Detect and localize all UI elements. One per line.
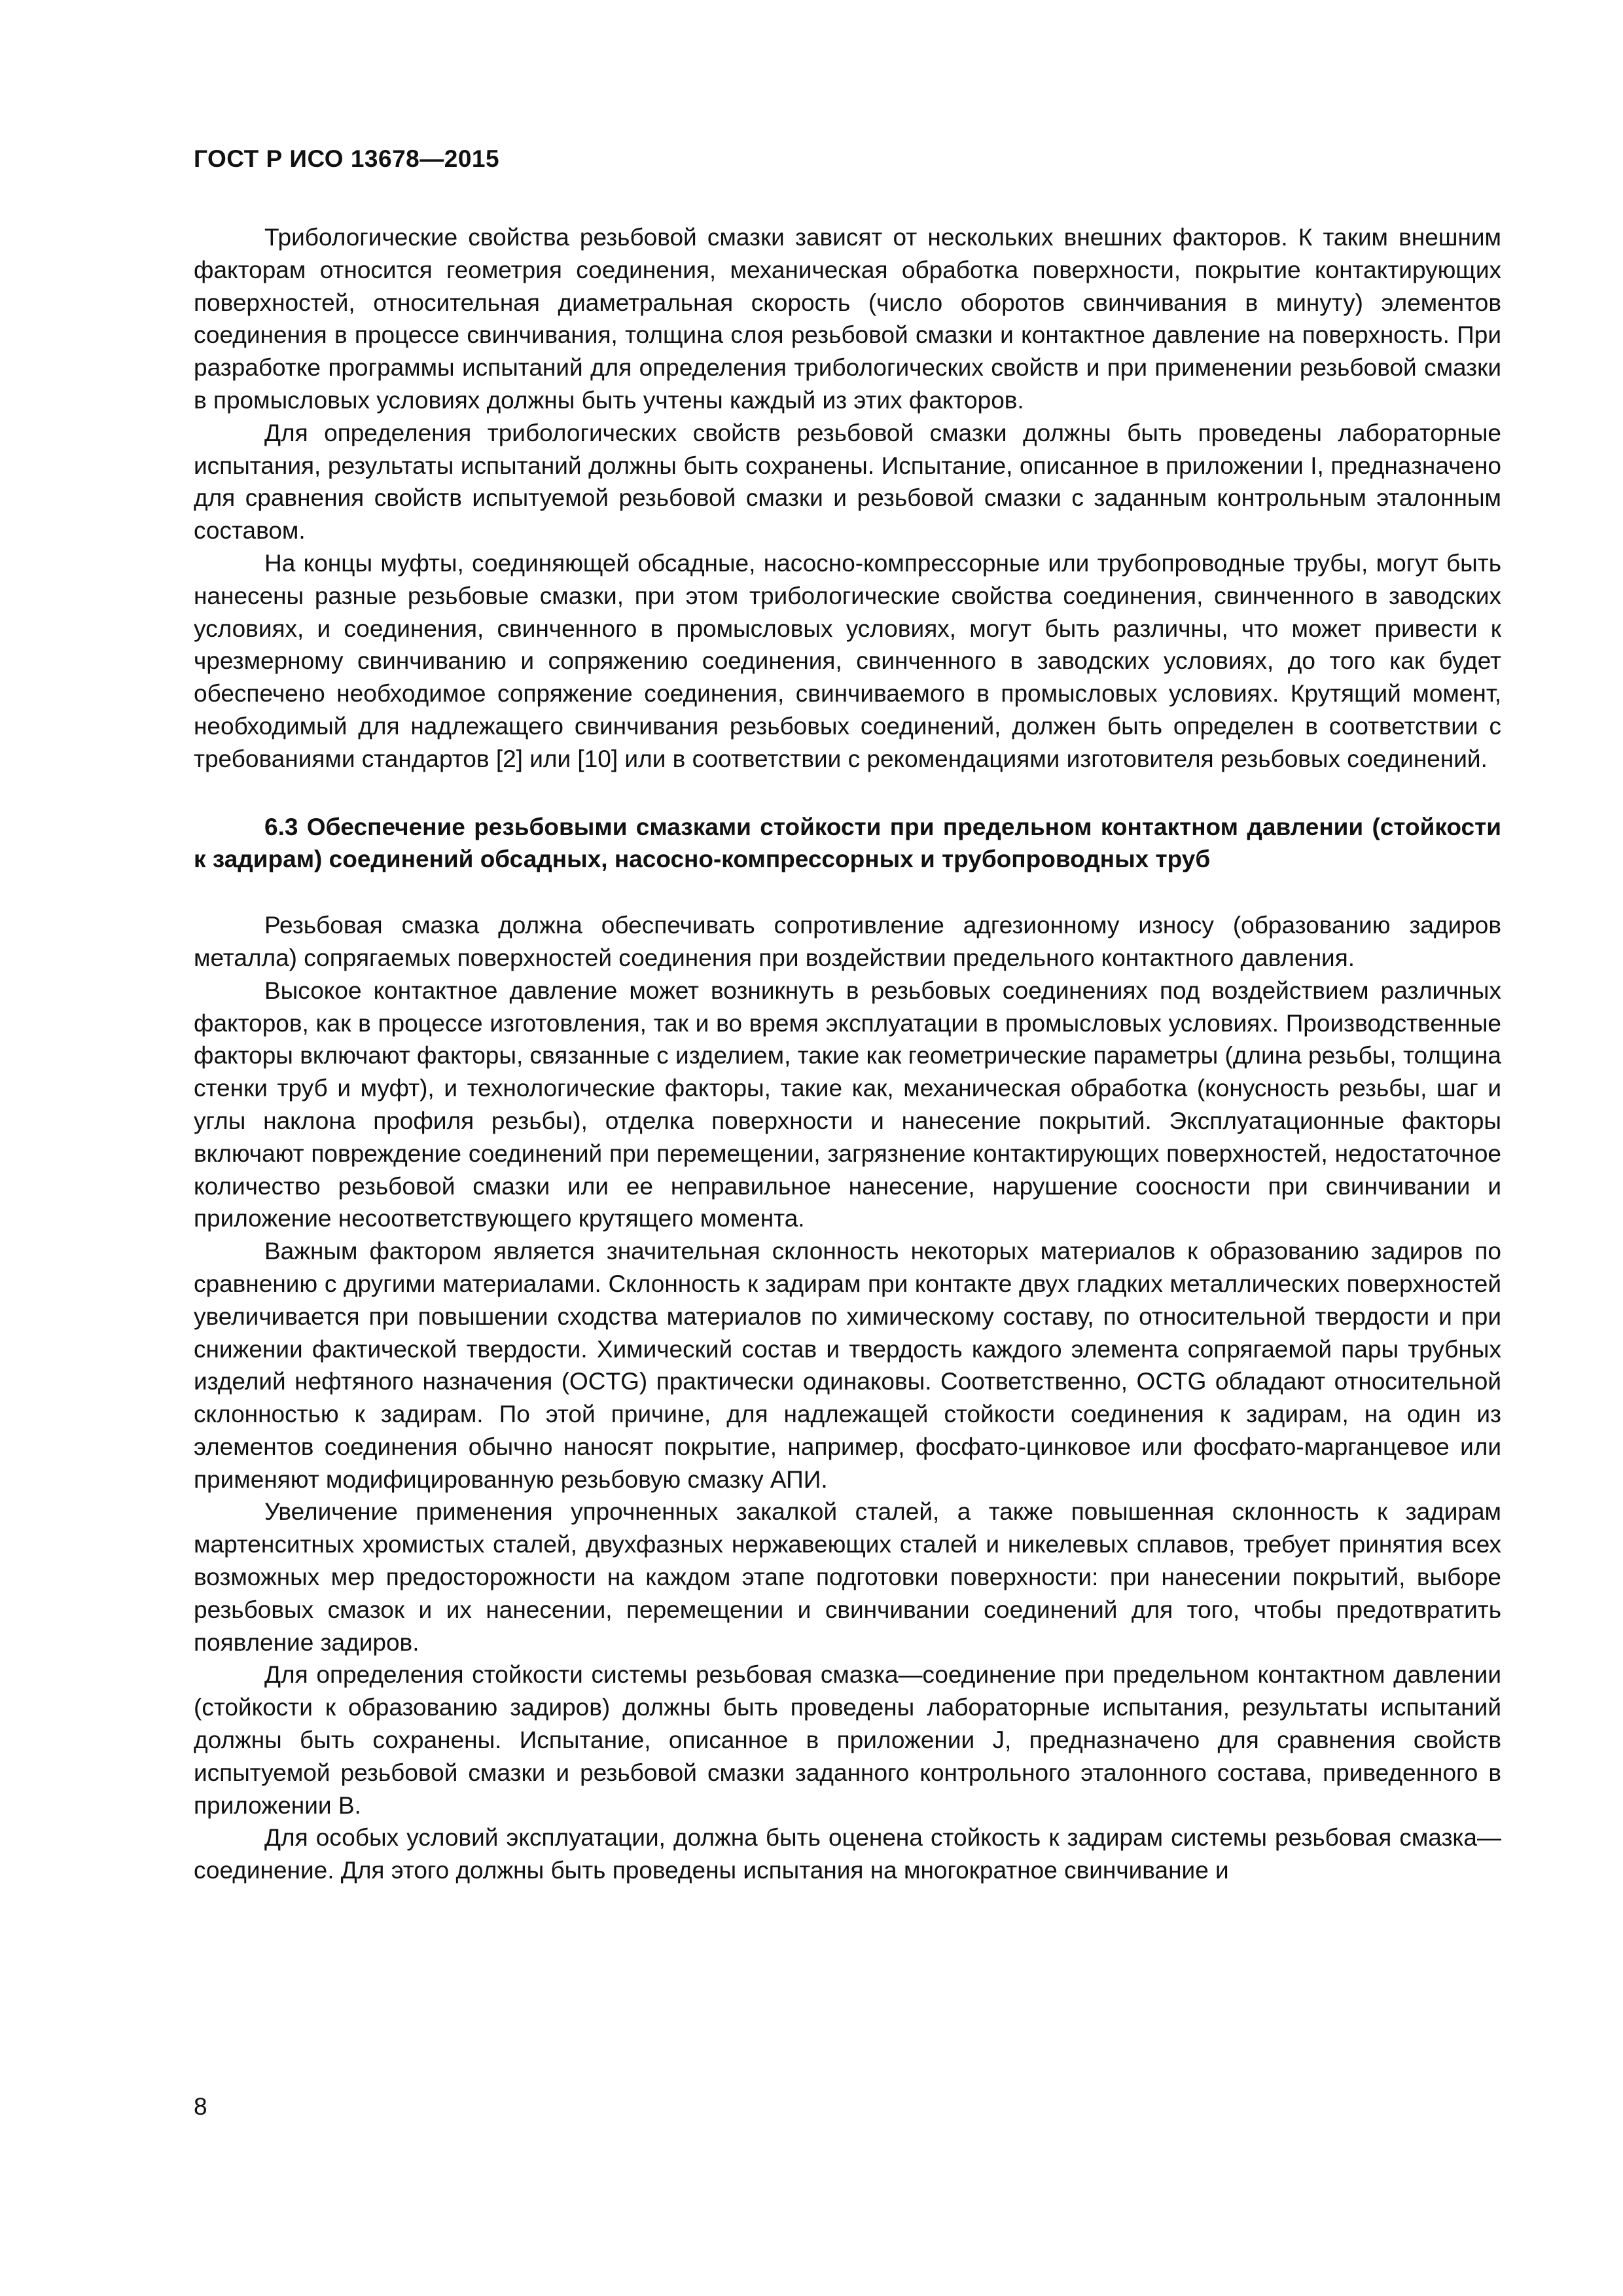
paragraph: Резьбовая смазка должна обеспечивать сопротивление адгезионному износу (образованию задиров металла) сопрягаемых поверхностей соединения при воздействии предельного контактного давления. xyxy=(194,912,1501,971)
paragraph: Высокое контактное давление может возникнуть в резьбовых соединениях под воздействием различных факторов, как в процессе изготовления, так и во время эксплуатации в промысловых условиях. Производственные факторы включают факторы, связанные с изделием, такие как геометрические параметры (длина резьбы, толщина стенки труб и муфт), и технологические факторы, такие как, механическая обработка (конусность резьбы, шаг и углы наклона профиля резьбы), отделка поверхности и нанесение покрытий. Эксплуатационные факторы включают повреждение соединений при перемещении, загрязнение контактирующих поверхностей, недостаточное количество резьбовой смазки или ее неправильное нанесение, нарушение соосности при свинчивании и приложение несоответствующего крутящего момента. xyxy=(194,977,1501,1232)
paragraph: Важным фактором является значительная склонность некоторых материалов к образованию задиров по сравнению с другими материалами. Склонность к задирам при контакте двух гладких металлических поверхностей увеличивается при повышении сходства материалов по химическому составу, по относительной твердости и при снижении фактической твердости. Химический состав и твердость каждого элемента сопрягаемой пары трубных изделий нефтяного назначения (OCTG) практически одинаковы. Соответственно, OCTG обладают относительной склонностью к задирам. По этой причине, для надлежащей стойкости соединения к задирам, на один из элементов соединения обычно наносят покрытие, например, фосфато-цинковое или фосфато-марганцевое или применяют модифицированную резьбовую смазку АПИ. xyxy=(194,1238,1501,1493)
paragraph: Для определения стойкости системы резьбовая смазка—соединение при предельном контактном давлении (стойкости к образованию задиров) должны быть проведены лабораторные испытания, результаты испытаний должны быть сохранены. Испытание, описанное в приложении J, предназначено для сравнения свойств испытуемой резьбовой смазки и резьбовой смазки заданного контрольного эталонного состава, приведенного в приложении В. xyxy=(194,1661,1501,1819)
paragraph: Для особых условий эксплуатации, должна быть оценена стойкость к задирам системы резьбовая смазка—соединение. Для этого должны быть проведены испытания на многократное свинчивание и xyxy=(194,1824,1501,1884)
paragraph: Для определения трибологических свойств резьбовой смазки должны быть проведены лабораторные испытания, результаты испытаний должны быть сохранены. Испытание, описанное в приложении I, предназначено для сравнения свойств испытуемой резьбовой смазки и резьбовой смазки с заданным контрольным эталонным составом. xyxy=(194,419,1501,545)
page-number: 8 xyxy=(194,2093,207,2120)
document-header: ГОСТ Р ИСО 13678—2015 xyxy=(194,145,500,172)
paragraph: На концы муфты, соединяющей обсадные, насосно-компрессорные или трубопроводные трубы, могут быть нанесены разные резьбовые смазки, при этом трибологические свойства соединения, свинченного в заводских условиях, и соединения, свинченного в промысловых условиях, могут быть различны, что может привести к чрезмерному свинчиванию и сопряжению соединения, свинченного в заводских условиях, до того как будет обеспечено необходимое сопряжение соединения, свинчиваемого в промысловых условиях. Крутящий момент, необходимый для надлежащего свинчивания резьбовых соединений, должен быть определен в соответствии с требованиями стандартов [2] или [10] или в соответствии с рекомендациями изготовителя резьбовых соединений. xyxy=(194,549,1501,772)
document-body xyxy=(194,221,1501,1887)
paragraph: Увеличение применения упрочненных закалкой сталей, а также повышенная склонность к задирам мартенситных хромистых сталей, двухфазных нержавеющих сталей и никелевых сплавов, требует принятия всех возможных мер предосторожности на каждом этапе подготовки поверхности: при нанесении покрытий, выборе резьбовых смазок и их нанесении, перемещении и свинчивании соединений для того, чтобы предотвратить появление задиров. xyxy=(194,1498,1501,1656)
paragraph: Трибологические свойства резьбовой смазки зависят от нескольких внешних факторов. К таким внешним факторам относится геометрия соединения, механическая обработка поверхности, покрытие контактирующих поверхностей, относительная диаметральная скорость (число оборотов свинчивания в минуту) элементов соединения в процессе свинчивания, толщина слоя резьбовой смазки и контактное давление на поверхность. При разработке программы испытаний для определения трибологических свойств и при применении резьбовой смазки в промысловых условиях должны быть учтены каждый из этих факторов. xyxy=(194,224,1501,414)
section-heading: 6.3 Обеспечение резьбовыми смазками стойкости при предельном контактном давлении (стойкости к задирам) соединений обсадных, насосно-компрессорных и трубопроводных труб xyxy=(194,813,1501,873)
